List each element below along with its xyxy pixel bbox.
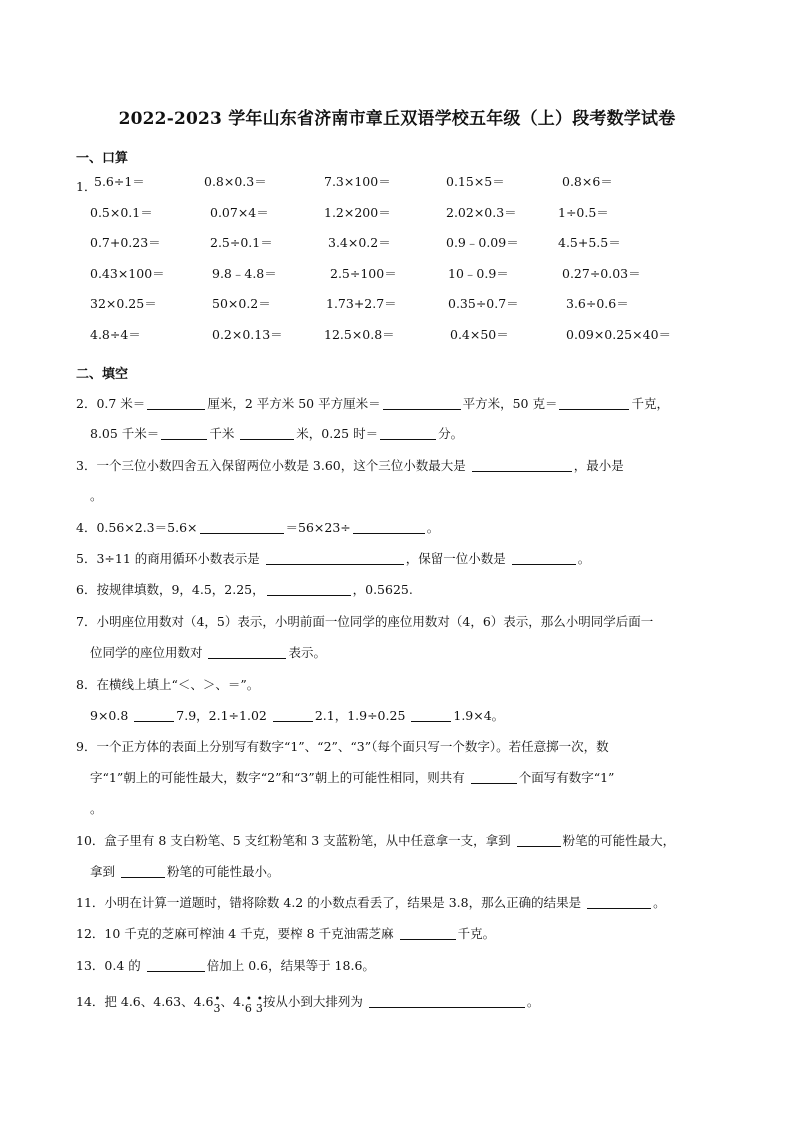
question-9-line-2: 字“1”朝上的可能性最大，数字“2”和“3”朝上的可能性相同，则共有 个面写有数字“1”: [90, 770, 615, 785]
oral-item: 0.5×0.1＝: [90, 204, 153, 220]
oral-item: 4.8÷4＝: [90, 326, 141, 342]
oral-row: [76, 264, 716, 295]
repeating-dot: •: [256, 994, 263, 1005]
answer-blank[interactable]: [369, 995, 525, 1008]
question-4: 4．0.56×2.3＝5.6× ＝56×23÷ 。: [76, 520, 440, 535]
answer-blank[interactable]: [240, 427, 294, 440]
oral-item: 0.27÷0.03＝: [562, 265, 641, 281]
answer-blank[interactable]: [472, 459, 572, 472]
repeating-digit: • 3: [213, 994, 221, 1015]
answer-blank[interactable]: [512, 552, 576, 565]
oral-item: 2.5÷0.1＝: [210, 235, 273, 250]
oral-item: 0.07×4＝: [210, 204, 269, 220]
question-13: 13．0.4 的 倍加上 0.6，结果等于 18.6。: [76, 958, 375, 973]
repeating-digit: • 3: [255, 994, 263, 1015]
question-9-line-3: 。: [90, 801, 103, 816]
oral-item: 4.5+5.5＝: [558, 235, 621, 250]
oral-row: [76, 325, 716, 356]
oral-item: 1.73+2.7＝: [326, 296, 397, 311]
oral-calculation-grid: [76, 172, 716, 355]
question-8-line-2: 9×0.8 7.9，2.1÷1.02 2.1，1.9÷0.25 1.9×4。: [90, 708, 505, 723]
oral-item: 0.2×0.13＝: [212, 326, 283, 342]
oral-item: 3.6÷0.6＝: [566, 296, 629, 311]
question-6: 6．按规律填数，9，4.5，2.25， ，0.5625.: [76, 582, 413, 597]
answer-blank[interactable]: [517, 834, 561, 847]
answer-blank[interactable]: [400, 927, 456, 940]
question-7-line-2: 位同学的座位用数对 表示。: [90, 645, 326, 660]
question-10: 10．盒子里有 8 支白粉笔、5 支红粉笔和 3 支蓝粉笔，从中任意拿一支，拿到 粉笔的可能性最大，: [76, 833, 676, 848]
question-8: 8．在横线上填上“＜、＞、＝”。: [76, 677, 260, 692]
oral-item: 0.4×50＝: [450, 326, 509, 342]
question-2-line-2: 8.05 千米＝ 千米 米，0.25 时＝ 分。: [90, 426, 464, 441]
oral-item: 0.8×0.3＝: [204, 174, 267, 189]
answer-blank[interactable]: [147, 397, 205, 410]
question-3: 3．一个三位小数四舍五入保留两位小数是 3.60，这个三位小数最大是 ，最小是: [76, 458, 624, 473]
oral-item: 7.3×100＝: [324, 174, 391, 189]
answer-blank[interactable]: [383, 397, 461, 410]
section-oral-heading: 一、口算: [76, 151, 129, 166]
oral-item: 0.9﹣0.09＝: [446, 235, 519, 250]
exam-title: 2022-2023 学年山东省济南市章丘双语学校五年级（上）段考数学试卷: [118, 109, 676, 129]
question-number-1: 1．: [76, 179, 97, 194]
oral-item: 5.6÷1＝: [94, 174, 145, 189]
oral-item: 2.02×0.3＝: [446, 204, 517, 220]
question-5: 5．3÷11 的商用循环小数表示是 ，保留一位小数是 。: [76, 551, 591, 566]
answer-blank[interactable]: [161, 427, 207, 440]
answer-blank[interactable]: [559, 397, 629, 410]
answer-blank[interactable]: [147, 959, 205, 972]
section-fill-blank-heading: 二、填空: [76, 367, 129, 382]
oral-item: 1÷0.5＝: [558, 204, 609, 220]
question-10-line-2: 拿到 粉笔的可能性最小。: [90, 864, 280, 879]
oral-item: 0.09×0.25×40＝: [566, 326, 672, 342]
question-7: 7．小明座位用数对（4，5）表示，小明前面一位同学的座位用数对（4，6）表示，那么小明同学后面一: [76, 614, 654, 629]
answer-blank[interactable]: [267, 583, 351, 596]
answer-blank[interactable]: [353, 521, 425, 534]
oral-item: 0.8×6＝: [562, 174, 613, 189]
answer-blank[interactable]: [380, 427, 436, 440]
answer-blank[interactable]: [273, 709, 313, 722]
repeating-dot: •: [214, 994, 221, 1005]
oral-row: [76, 294, 716, 325]
oral-item: 2.5÷100＝: [330, 265, 397, 281]
question-11: 11．小明在计算一道题时，错将除数 4.2 的小数点看丢了，结果是 3.8，那么正确的结果是 。: [76, 895, 666, 910]
answer-blank[interactable]: [411, 709, 451, 722]
answer-blank[interactable]: [471, 771, 517, 784]
oral-item: 50×0.2＝: [212, 296, 271, 311]
answer-blank[interactable]: [200, 521, 284, 534]
repeating-dot: •: [245, 994, 252, 1005]
oral-row: [76, 233, 716, 264]
oral-row: [76, 203, 716, 234]
oral-row: [76, 172, 716, 203]
answer-blank[interactable]: [208, 646, 286, 659]
oral-item: 3.4×0.2＝: [328, 235, 391, 250]
question-14: 14．把 4.6、4.63、4.6 • 3、4. • 6 • 3按从小到大排列为 。: [76, 994, 540, 1015]
answer-blank[interactable]: [266, 552, 404, 565]
oral-item: 1.2×200＝: [324, 204, 391, 220]
oral-item: 9.8﹣4.8＝: [212, 265, 277, 281]
oral-item: 0.15×5＝: [446, 174, 505, 189]
repeating-digit: • 6: [244, 994, 252, 1015]
oral-item: 12.5×0.8＝: [324, 326, 395, 342]
oral-item: 0.43×100＝: [90, 265, 165, 281]
question-2: 2．0.7 米＝ 厘米，2 平方米 50 平方厘米＝ 平方米，50 克＝ 千克，: [76, 396, 669, 411]
question-3-line-2: 。: [90, 488, 103, 503]
question-12: 12．10 千克的芝麻可榨油 4 千克，要榨 8 千克油需芝麻 千克。: [76, 926, 496, 941]
answer-blank[interactable]: [134, 709, 174, 722]
question-9: 9．一个正方体的表面上分别写有数字“1”、“2”、“3”（每个面只写一个数字）。若任意掷一次，数: [76, 739, 609, 754]
oral-item: 32×0.25＝: [90, 296, 157, 311]
answer-blank[interactable]: [587, 896, 651, 909]
oral-item: 10﹣0.9＝: [448, 265, 509, 281]
answer-blank[interactable]: [121, 865, 165, 878]
oral-item: 0.7+0.23＝: [90, 235, 161, 250]
oral-item: 0.35÷0.7＝: [448, 296, 519, 311]
